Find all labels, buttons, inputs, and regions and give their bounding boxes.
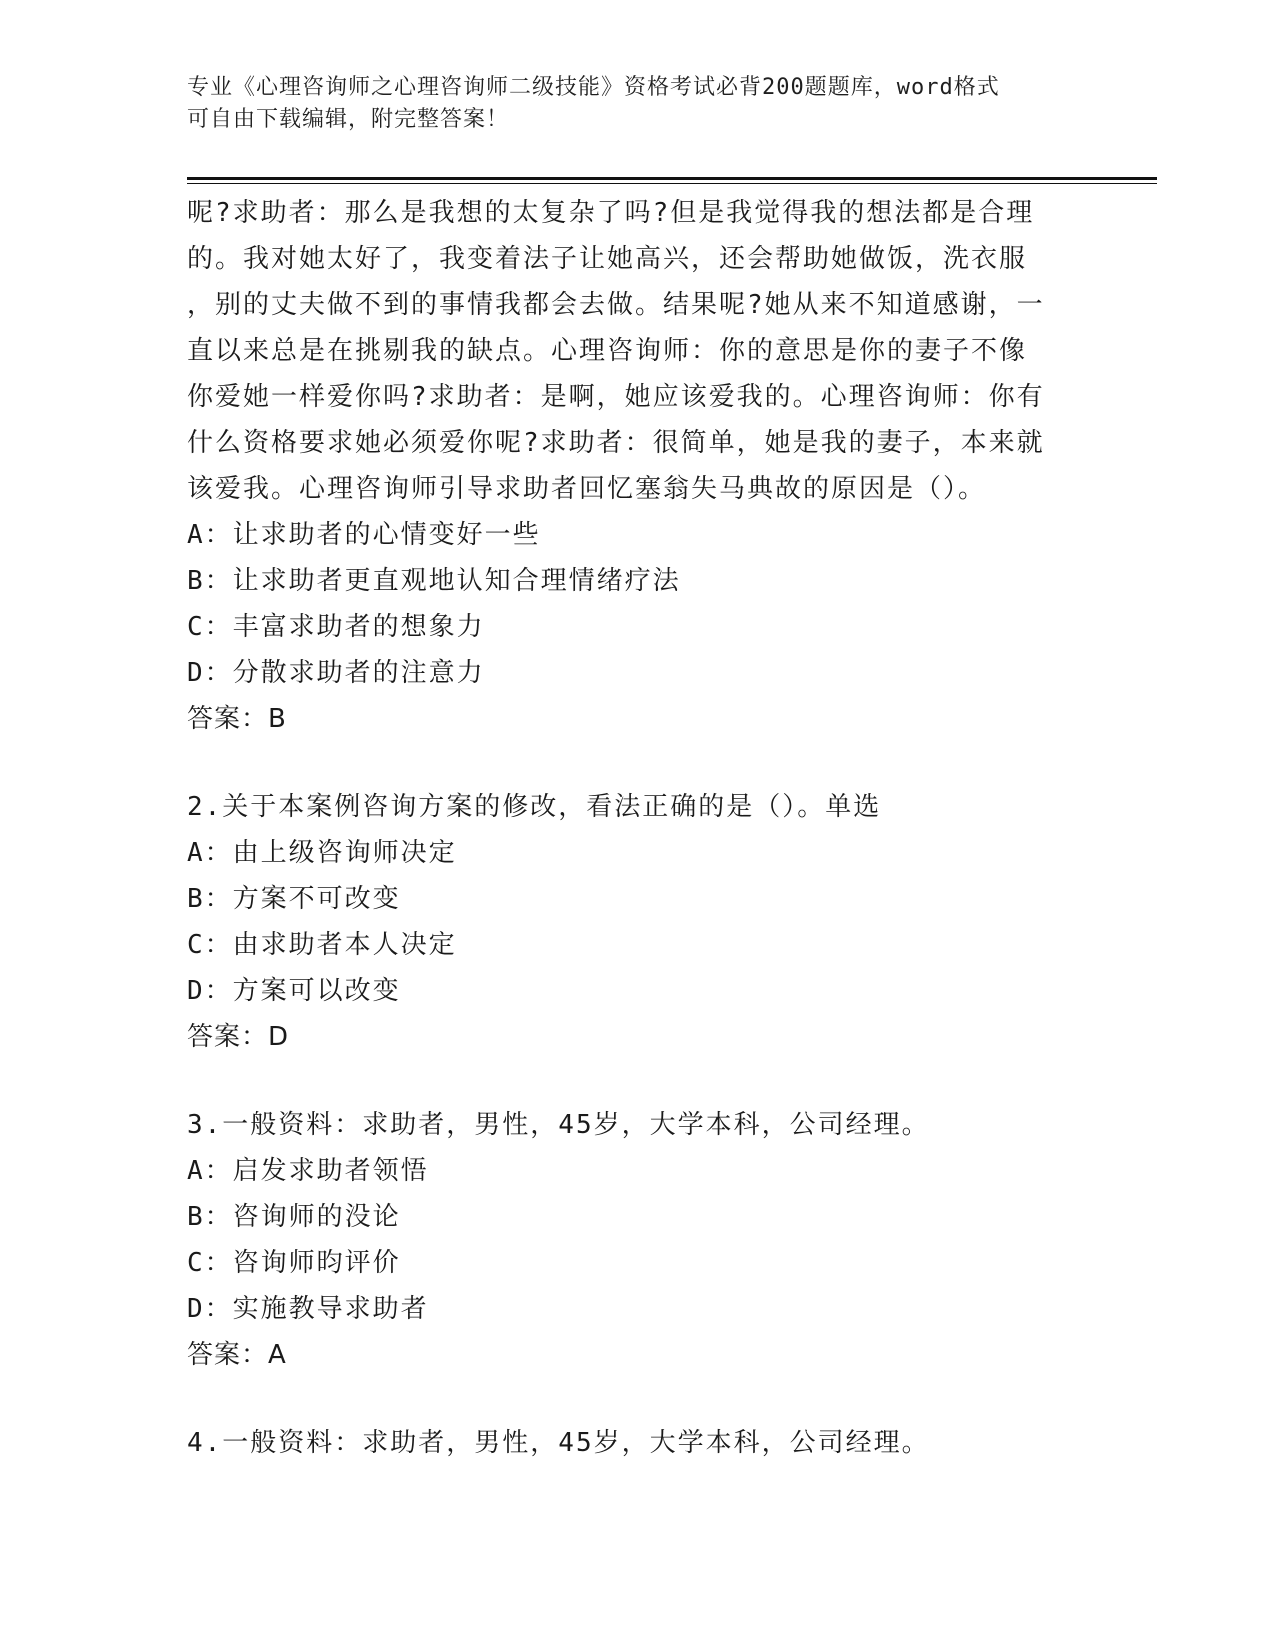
option-a: A：让求助者的心情变好一些 bbox=[187, 520, 541, 550]
option-b: B：咨询师的没论 bbox=[187, 1202, 401, 1232]
header-title-line-2: 可自由下载编辑，附完整答案！ bbox=[187, 107, 510, 132]
question-stem: 2.关于本案例咨询方案的修改，看法正确的是（）。单选 bbox=[187, 792, 882, 822]
option-a: A：由上级咨询师决定 bbox=[187, 838, 457, 868]
passage-line: ，别的丈夫做不到的事情我都会去做。结果呢?她从来不知道感谢，一 bbox=[187, 290, 1045, 320]
option-c: C：丰富求助者的想象力 bbox=[187, 612, 485, 642]
question-2 bbox=[187, 784, 1087, 1060]
option-b: B：方案不可改变 bbox=[187, 884, 401, 914]
option-c: C：由求助者本人决定 bbox=[187, 930, 457, 960]
option-d: D：方案可以改变 bbox=[187, 976, 401, 1006]
question-4 bbox=[187, 1420, 1087, 1466]
passage-line: 什么资格要求她必须爱你呢?求助者：很简单，她是我的妻子，本来就 bbox=[187, 428, 1045, 458]
option-d: D：实施教导求助者 bbox=[187, 1294, 429, 1324]
spacer bbox=[187, 1378, 1087, 1420]
header-divider-thin bbox=[187, 183, 1157, 184]
spacer bbox=[187, 742, 1087, 784]
question-3 bbox=[187, 1102, 1087, 1378]
answer-line: 答案：A bbox=[187, 1340, 287, 1370]
answer-line: 答案：B bbox=[187, 704, 287, 734]
passage-line: 呢?求助者：那么是我想的太复杂了吗?但是我觉得我的想法都是合理 bbox=[187, 198, 1035, 228]
option-c: C：咨询师昀评价 bbox=[187, 1248, 401, 1278]
page-header bbox=[187, 72, 1087, 136]
passage-line: 该爱我。心理咨询师引导求助者回忆塞翁失马典故的原因是（）。 bbox=[187, 474, 987, 504]
question-1-options bbox=[187, 512, 1087, 742]
header-title-line-1: 专业《心理咨询师之心理咨询师二级技能》资格考试必背200题题库，word格式 bbox=[187, 75, 1000, 100]
passage-line: 你爱她一样爱你吗?求助者：是啊，她应该爱我的。心理咨询师：你有 bbox=[187, 382, 1045, 412]
option-d: D：分散求助者的注意力 bbox=[187, 658, 485, 688]
answer-line: 答案：D bbox=[187, 1022, 290, 1052]
passage-line: 的。我对她太好了，我变着法子让她高兴，还会帮助她做饭，洗衣服 bbox=[187, 244, 1028, 274]
passage-line: 直以来总是在挑剔我的缺点。心理咨询师：你的意思是你的妻子不像 bbox=[187, 336, 1028, 366]
spacer bbox=[187, 1060, 1087, 1102]
document-body bbox=[187, 190, 1087, 1466]
question-stem: 3.一般资料：求助者，男性，45岁，大学本科，公司经理。 bbox=[187, 1110, 930, 1140]
option-a: A：启发求助者领悟 bbox=[187, 1156, 429, 1186]
question-stem: 4.一般资料：求助者，男性，45岁，大学本科，公司经理。 bbox=[187, 1428, 930, 1458]
case-passage bbox=[187, 190, 1087, 512]
header-divider-thick bbox=[187, 177, 1157, 180]
option-b: B：让求助者更直观地认知合理情绪疗法 bbox=[187, 566, 681, 596]
